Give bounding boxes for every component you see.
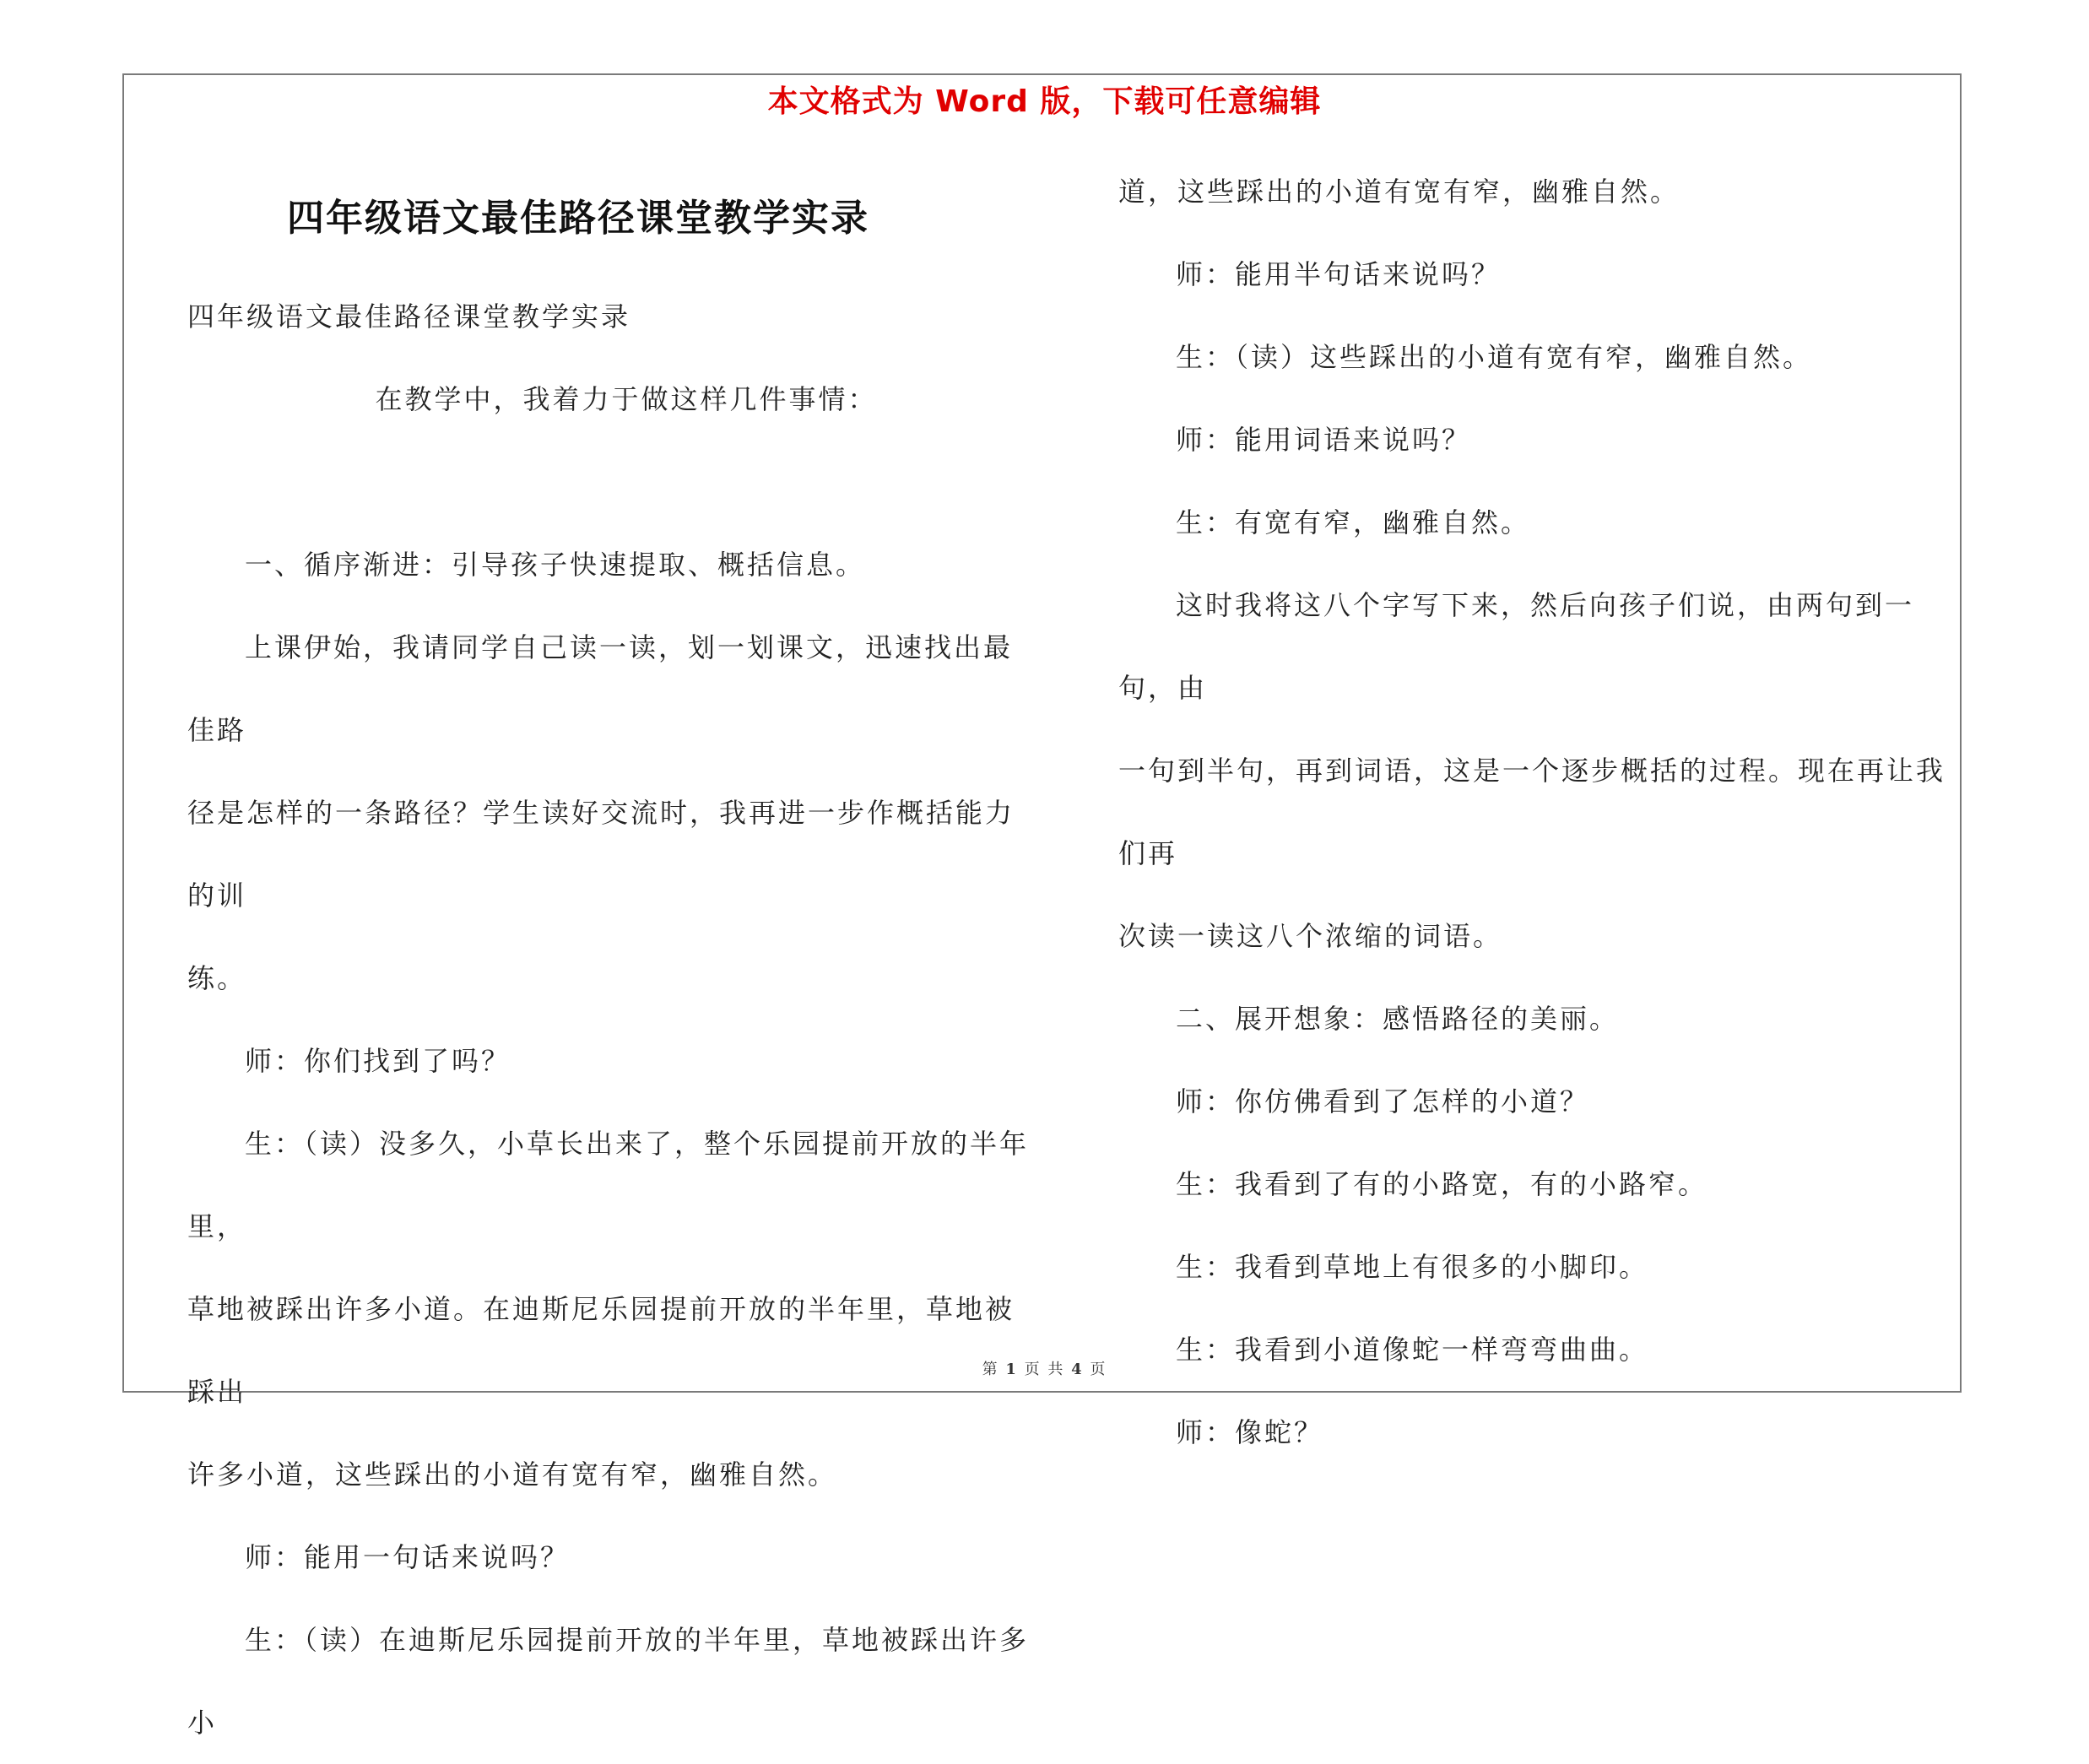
dialogue-line: 生：（读）这些踩出的小道有宽有窄，幽雅自然。 — [1176, 341, 1813, 373]
section-heading: 一、循序渐进：引导孩子快速提取、概括信息。 — [245, 549, 866, 581]
format-banner: 本文格式为 Word 版，下载可任意编辑 — [767, 84, 1322, 119]
section-heading: 二、展开想象：感悟路径的美丽。 — [1176, 1003, 1620, 1035]
page-footer — [0, 1357, 2089, 1379]
dialogue-line: 师：能用半句话来说吗？ — [1176, 258, 1502, 290]
paragraph-line: 这时我将这八个字写下来，然后向孩子们说，由两句到一句，由 — [1118, 589, 1915, 704]
paragraph-line: 次读一读这八个浓缩的词语。 — [1118, 920, 1503, 952]
dialogue-line: 生：我看到了有的小路宽，有的小路窄。 — [1176, 1168, 1708, 1200]
dialogue-line: 生：我看到草地上有很多的小脚印。 — [1176, 1251, 1649, 1283]
dialogue-line: 师：能用词语来说吗？ — [1176, 424, 1472, 456]
dialogue-line: 师：能用一句话来说吗？ — [245, 1541, 571, 1573]
paragraph-line: 草地被踩出许多小道。在迪斯尼乐园提前开放的半年里，草地被踩出 — [187, 1293, 1015, 1408]
right-column — [1118, 150, 1962, 1474]
paragraph-line: 道，这些踩出的小道有宽有窄，幽雅自然。 — [1118, 176, 1680, 208]
paragraph-line: 上课伊始，我请同学自己读一读，划一划课文，迅速找出最佳路 — [187, 631, 1014, 746]
total-pages-number: 4 — [1071, 1361, 1084, 1378]
current-page-number: 1 — [1005, 1361, 1018, 1378]
paragraph-line: 径是怎样的一条路径？学生读好交流时，我再进一步作概括能力的训 — [187, 797, 1015, 912]
footer-mid: 页 共 — [1024, 1361, 1065, 1378]
dialogue-line: 师：像蛇？ — [1176, 1416, 1324, 1448]
document-title: 四年级语文最佳路径课堂教学实录 — [287, 197, 869, 240]
paragraph-line: 一句到半句，再到词语，这是一个逐步概括的过程。现在再让我们再 — [1118, 755, 1946, 869]
dialogue-line: 生：（读）没多久，小草长出来了，整个乐园提前开放的半年里， — [187, 1128, 1030, 1242]
dialogue-line: 生：（读）在迪斯尼乐园提前开放的半年里，草地被踩出许多小 — [187, 1624, 1030, 1739]
left-column — [187, 275, 1031, 1764]
dialogue-line: 生：我看到小道像蛇一样弯弯曲曲。 — [1176, 1334, 1649, 1366]
dialogue-line: 生：有宽有窄，幽雅自然。 — [1176, 506, 1531, 538]
paragraph: 在教学中，我着力于做这样几件事情： — [375, 383, 878, 415]
footer-prefix: 第 — [982, 1361, 999, 1378]
dialogue-line: 师：你仿佛看到了怎样的小道？ — [1176, 1085, 1590, 1117]
blank-line — [187, 441, 1031, 523]
paragraph-line: 许多小道，这些踩出的小道有宽有窄，幽雅自然。 — [187, 1458, 838, 1491]
footer-suffix: 页 — [1090, 1361, 1107, 1378]
subtitle-line: 四年级语文最佳路径课堂教学实录 — [187, 300, 631, 333]
paragraph-line: 练。 — [187, 962, 247, 994]
dialogue-line: 师：你们找到了吗？ — [245, 1045, 511, 1077]
